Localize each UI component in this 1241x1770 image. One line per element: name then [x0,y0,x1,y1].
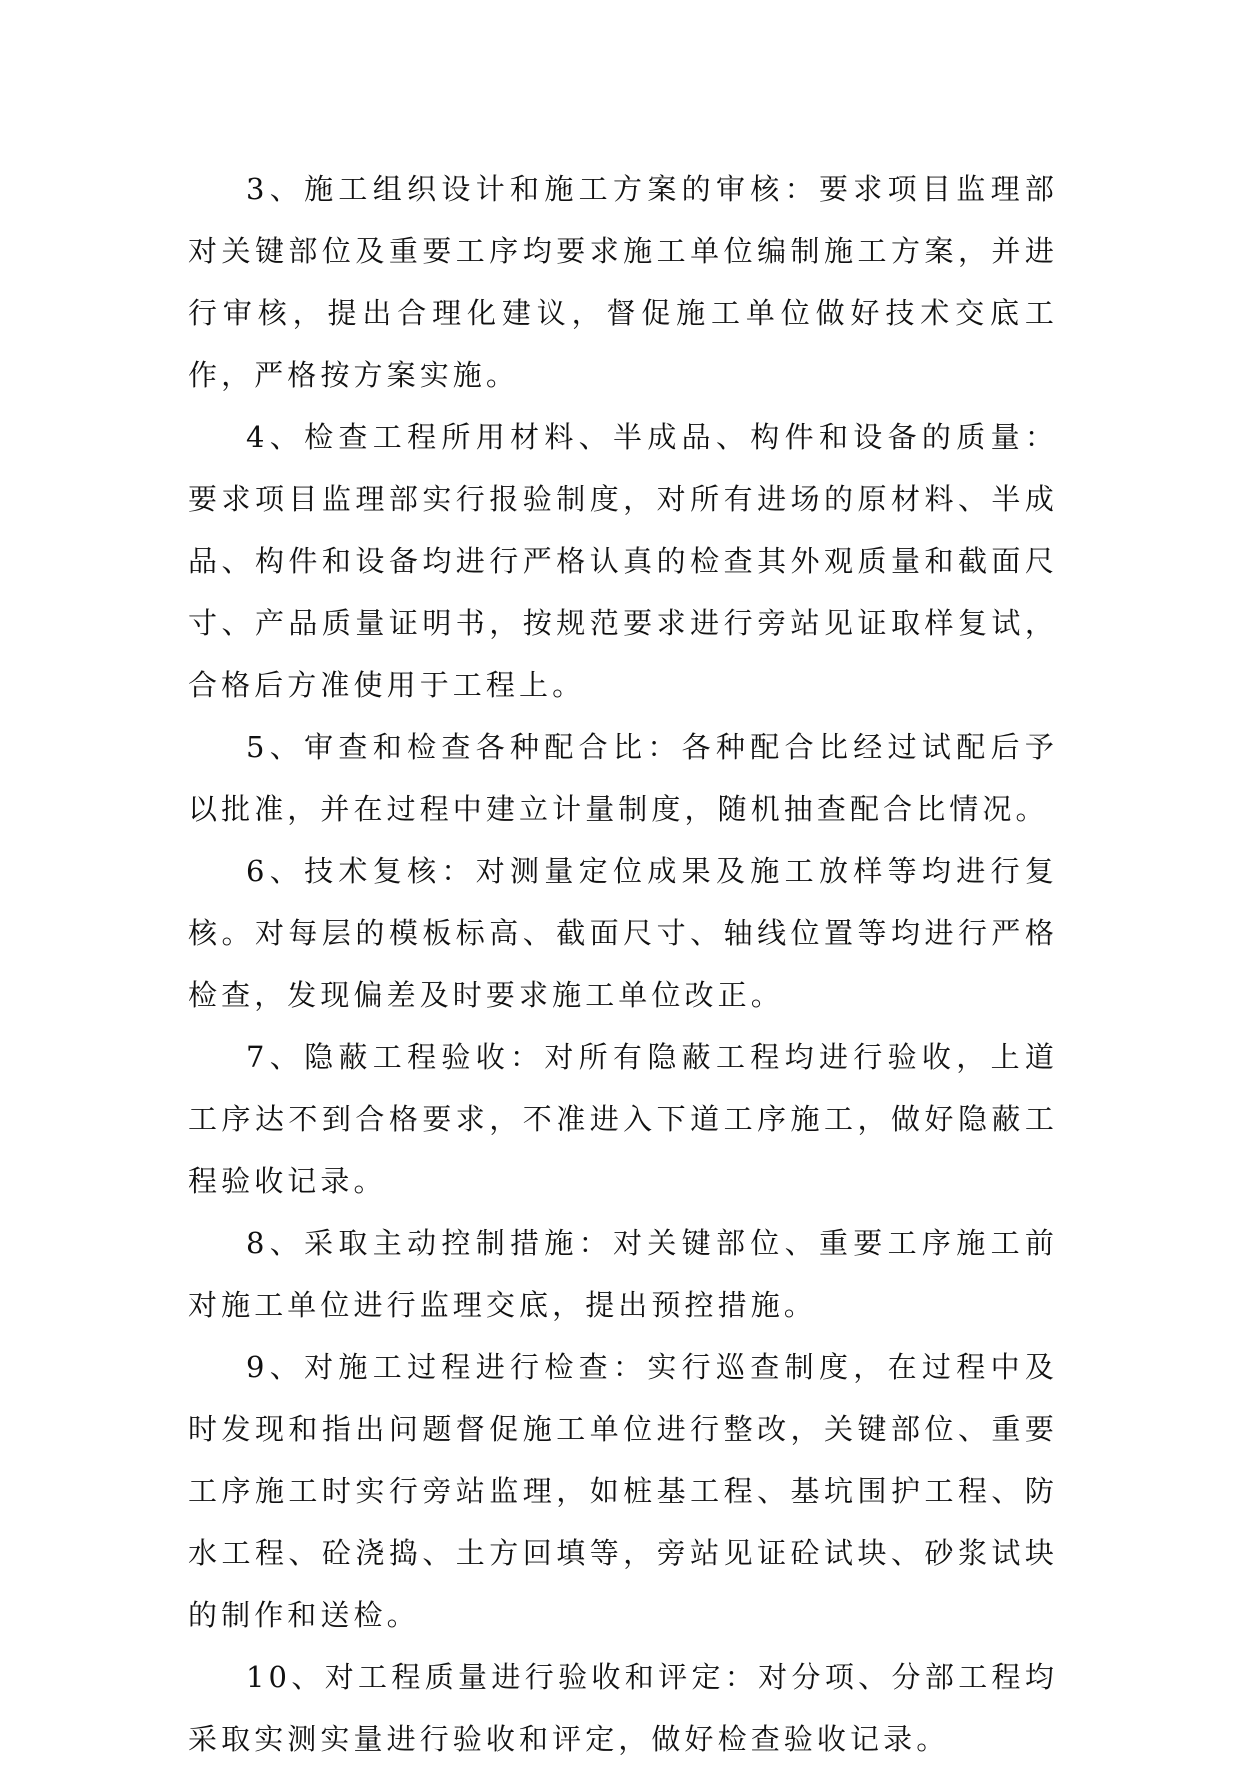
document-body [188,158,1058,1770]
paragraph-5: 5、审查和检查各种配合比：各种配合比经过试配后予以批准，并在过程中建立计量制度，随机抽查配合比情况。 [188,730,1058,826]
paragraph-9: 9、对施工过程进行检查：实行巡查制度，在过程中及时发现和指出问题督促施工单位进行整改，关键部位、重要工序施工时实行旁站监理，如桩基工程、基坑围护工程、防水工程、砼浇捣、土方回填等，旁站见证砼试块、砂浆试块的制作和送检。 [188,1350,1058,1632]
paragraph-4: 4、检查工程所用材料、半成品、构件和设备的质量：要求项目监理部实行报验制度，对所有进场的原材料、半成品、构件和设备均进行严格认真的检查其外观质量和截面尺寸、产品质量证明书，按规范要求进行旁站见证取样复试，合格后方准使用于工程上。 [188,420,1058,702]
paragraph-6: 6、技术复核：对测量定位成果及施工放样等均进行复核。对每层的模板标高、截面尺寸、轴线位置等均进行严格检查，发现偏差及时要求施工单位改正。 [188,854,1058,1012]
paragraph-3: 3、施工组织设计和施工方案的审核：要求项目监理部对关键部位及重要工序均要求施工单位编制施工方案，并进行审核，提出合理化建议，督促施工单位做好技术交底工作，严格按方案实施。 [188,172,1058,392]
paragraph-10: 10、对工程质量进行验收和评定：对分项、分部工程均采取实测实量进行验收和评定，做好检查验收记录。 [188,1660,1058,1756]
paragraph-8: 8、采取主动控制措施：对关键部位、重要工序施工前对施工单位进行监理交底，提出预控措施。 [188,1226,1058,1322]
paragraph-7: 7、隐蔽工程验收：对所有隐蔽工程均进行验收，上道工序达不到合格要求，不准进入下道工序施工，做好隐蔽工程验收记录。 [188,1040,1058,1198]
